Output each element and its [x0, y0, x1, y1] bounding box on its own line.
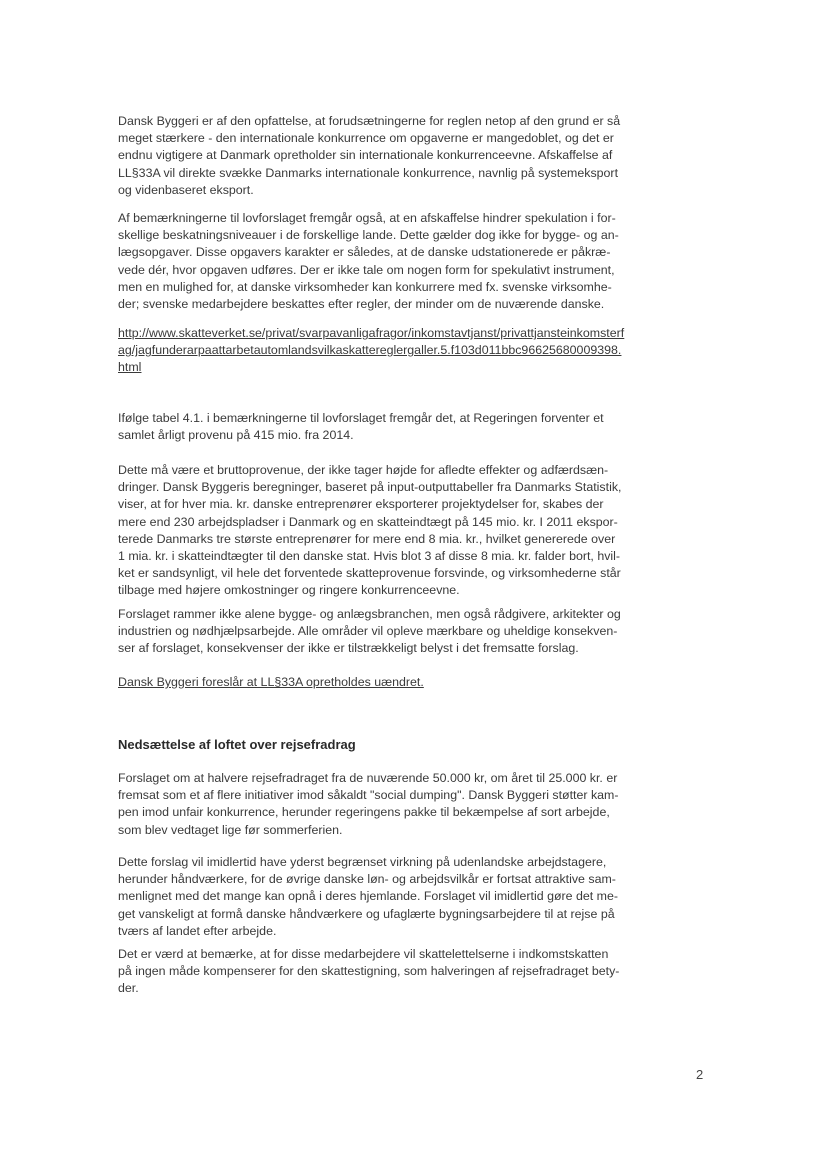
text-line: tværs af landet efter arbejde. [118, 923, 277, 938]
paragraph-revenue-estimate [118, 410, 708, 444]
text-line: industrien og nødhjælpsarbejde. Alle områder vil opleve mærkbare og uheldige konsekven- [118, 624, 618, 639]
paragraph-tax-compensation [118, 946, 708, 998]
text-line: pen imod unfair konkurrence, herunder regeringens pakke til bekæmpelse af sort arbejde, [118, 805, 610, 820]
link-line[interactable]: html [118, 360, 142, 375]
text-line: vede dér, hvor opgaven udføres. Der er ikke tale om nogen form for spekulativt instrument, [118, 262, 615, 277]
text-line: tilbage med højere omkostninger og ringere konkurrenceevne. [118, 583, 460, 598]
text-line: Af bemærkningerne til lovforslaget fremgår også, at en afskaffelse hindrer spekulation i for- [118, 211, 616, 225]
paragraph-travel-deduction [118, 770, 708, 839]
text-line: menlignet med det mange kan opnå i deres hjemlande. Forslaget vil imidlertid gøre det me- [118, 889, 619, 904]
text-line: mere end 230 arbejdspladser i Danmark og en skatteindtægt på 145 mio. kr. I 2011 ekspor- [118, 514, 618, 529]
text-line: dringer. Dansk Byggeris beregninger, baseret på input-outputtabeller fra Danmarks Statistik, [118, 480, 622, 495]
text-line: ket er sandsynligt, vil hele det forventede skatteprovenue forsvinde, og virksomhederne står [118, 566, 621, 581]
text-line: herunder håndværkere, for de øvrige danske løn- og arbejdsvilkår er fortsat attraktive sam- [118, 872, 616, 887]
text-line: ser af forslaget, konsekvenser der ikke er tilstrækkeligt belyst i det fremsatte forslag. [118, 641, 579, 656]
text-line: skellige beskatningsniveauer i de forskellige lande. Dette gælder dog ikke for bygge- og an- [118, 228, 619, 243]
text-line: terede Danmarks tre største entreprenører for mere end 8 mia. kr., hvilket genererede over [118, 531, 616, 546]
text-line: der. [118, 981, 139, 996]
text-line: Dansk Byggeri er af den opfattelse, at forudsætningerne for reglen netop af den grund er så [118, 114, 621, 128]
text-line: Forslaget om at halvere rejsefradraget fra de nuværende 50.000 kr, om året til 25.000 kr. er [118, 771, 618, 785]
skatteverket-link[interactable] [118, 325, 708, 377]
text-line: Ifølge tabel 4.1. i bemærkningerne til lovforslaget fremgår det, at Regeringen forventer et [118, 411, 604, 425]
paragraph-affected-sectors [118, 606, 708, 658]
text-line: Det er værd at bemærke, at for disse medarbejdere vil skattelettelserne i indkomstskatten [118, 947, 609, 961]
text-line: og videnbaseret eksport. [118, 182, 254, 197]
link-line[interactable]: ag/jagfunderarpaattarbetautomlandsvilkaskattereglergaller.5.f103d011bbc96625680009398. [118, 343, 622, 358]
text-line: Forslaget rammer ikke alene bygge- og anlægsbranchen, men også rådgivere, arkitekter og [118, 607, 621, 621]
text-line: Dette forslag vil imidlertid have yderst begrænset virkning på udenlandske arbejdstagere, [118, 855, 607, 869]
paragraph-competitiveness [118, 113, 708, 199]
page-number: 2 [696, 1067, 704, 1082]
link-line[interactable]: http://www.skatteverket.se/privat/svarpavanligafragor/inkomstavtjanst/privattjansteinkomsterf [118, 326, 625, 340]
paragraph-gross-revenue [118, 462, 708, 600]
text-line: der; svenske medarbejdere beskattes efter regler, der minder om de nuværende danske. [118, 297, 605, 312]
recommendation-text: Dansk Byggeri foreslår at LL§33A opretholdes uændret. [118, 675, 424, 689]
section-heading: Nedsættelse af loftet over rejsefradrag [118, 737, 356, 752]
text-line: Dette må være et bruttoprovenue, der ikke tager højde for afledte effekter og adfærdsæn- [118, 463, 609, 477]
text-line: LL§33A vil direkte svække Danmarks internationale konkurrence, navnlig på systemeksport [118, 165, 619, 180]
reference-link-block [118, 325, 708, 377]
text-line: samlet årligt provenu på 415 mio. fra 2014. [118, 428, 354, 443]
text-line: 1 mia. kr. i skatteindtægter til den danske stat. Hvis blot 3 af disse 8 mia. kr. falder bort, hvil- [118, 549, 621, 564]
paragraph-speculation [118, 210, 708, 313]
text-line: meget stærkere - den internationale konkurrence om opgaverne er mangedoblet, og det er [118, 131, 614, 146]
text-line: fremsat som et af flere initiativer imod såkaldt "social dumping". Dansk Byggeri støtter kam- [118, 788, 619, 803]
text-line: som blev vedtaget lige før sommerferien. [118, 822, 343, 837]
text-line: get vanskeligt at formå danske håndværkere og ufaglærte bygningsarbejdere til at rejse på [118, 906, 615, 921]
text-line: på ingen måde kompenserer for den skattestigning, som halveringen af rejsefradraget bety- [118, 964, 620, 979]
text-line: viser, at for hver mia. kr. danske entreprenører eksporterer projektydelser for, skabes der [118, 497, 604, 512]
text-line: men en mulighed for, at danske virksomheder kan konkurrere med fx. svenske virksomhe- [118, 279, 612, 294]
text-line: lægsopgaver. Disse opgavers karakter er således, at de danske udstationerede er påkræ- [118, 245, 611, 260]
paragraph-limited-effect [118, 854, 708, 940]
recommendation [118, 674, 708, 691]
text-line: endnu vigtigere at Danmark opretholder sin internationale konkurrenceevne. Afskaffelse af [118, 148, 613, 163]
